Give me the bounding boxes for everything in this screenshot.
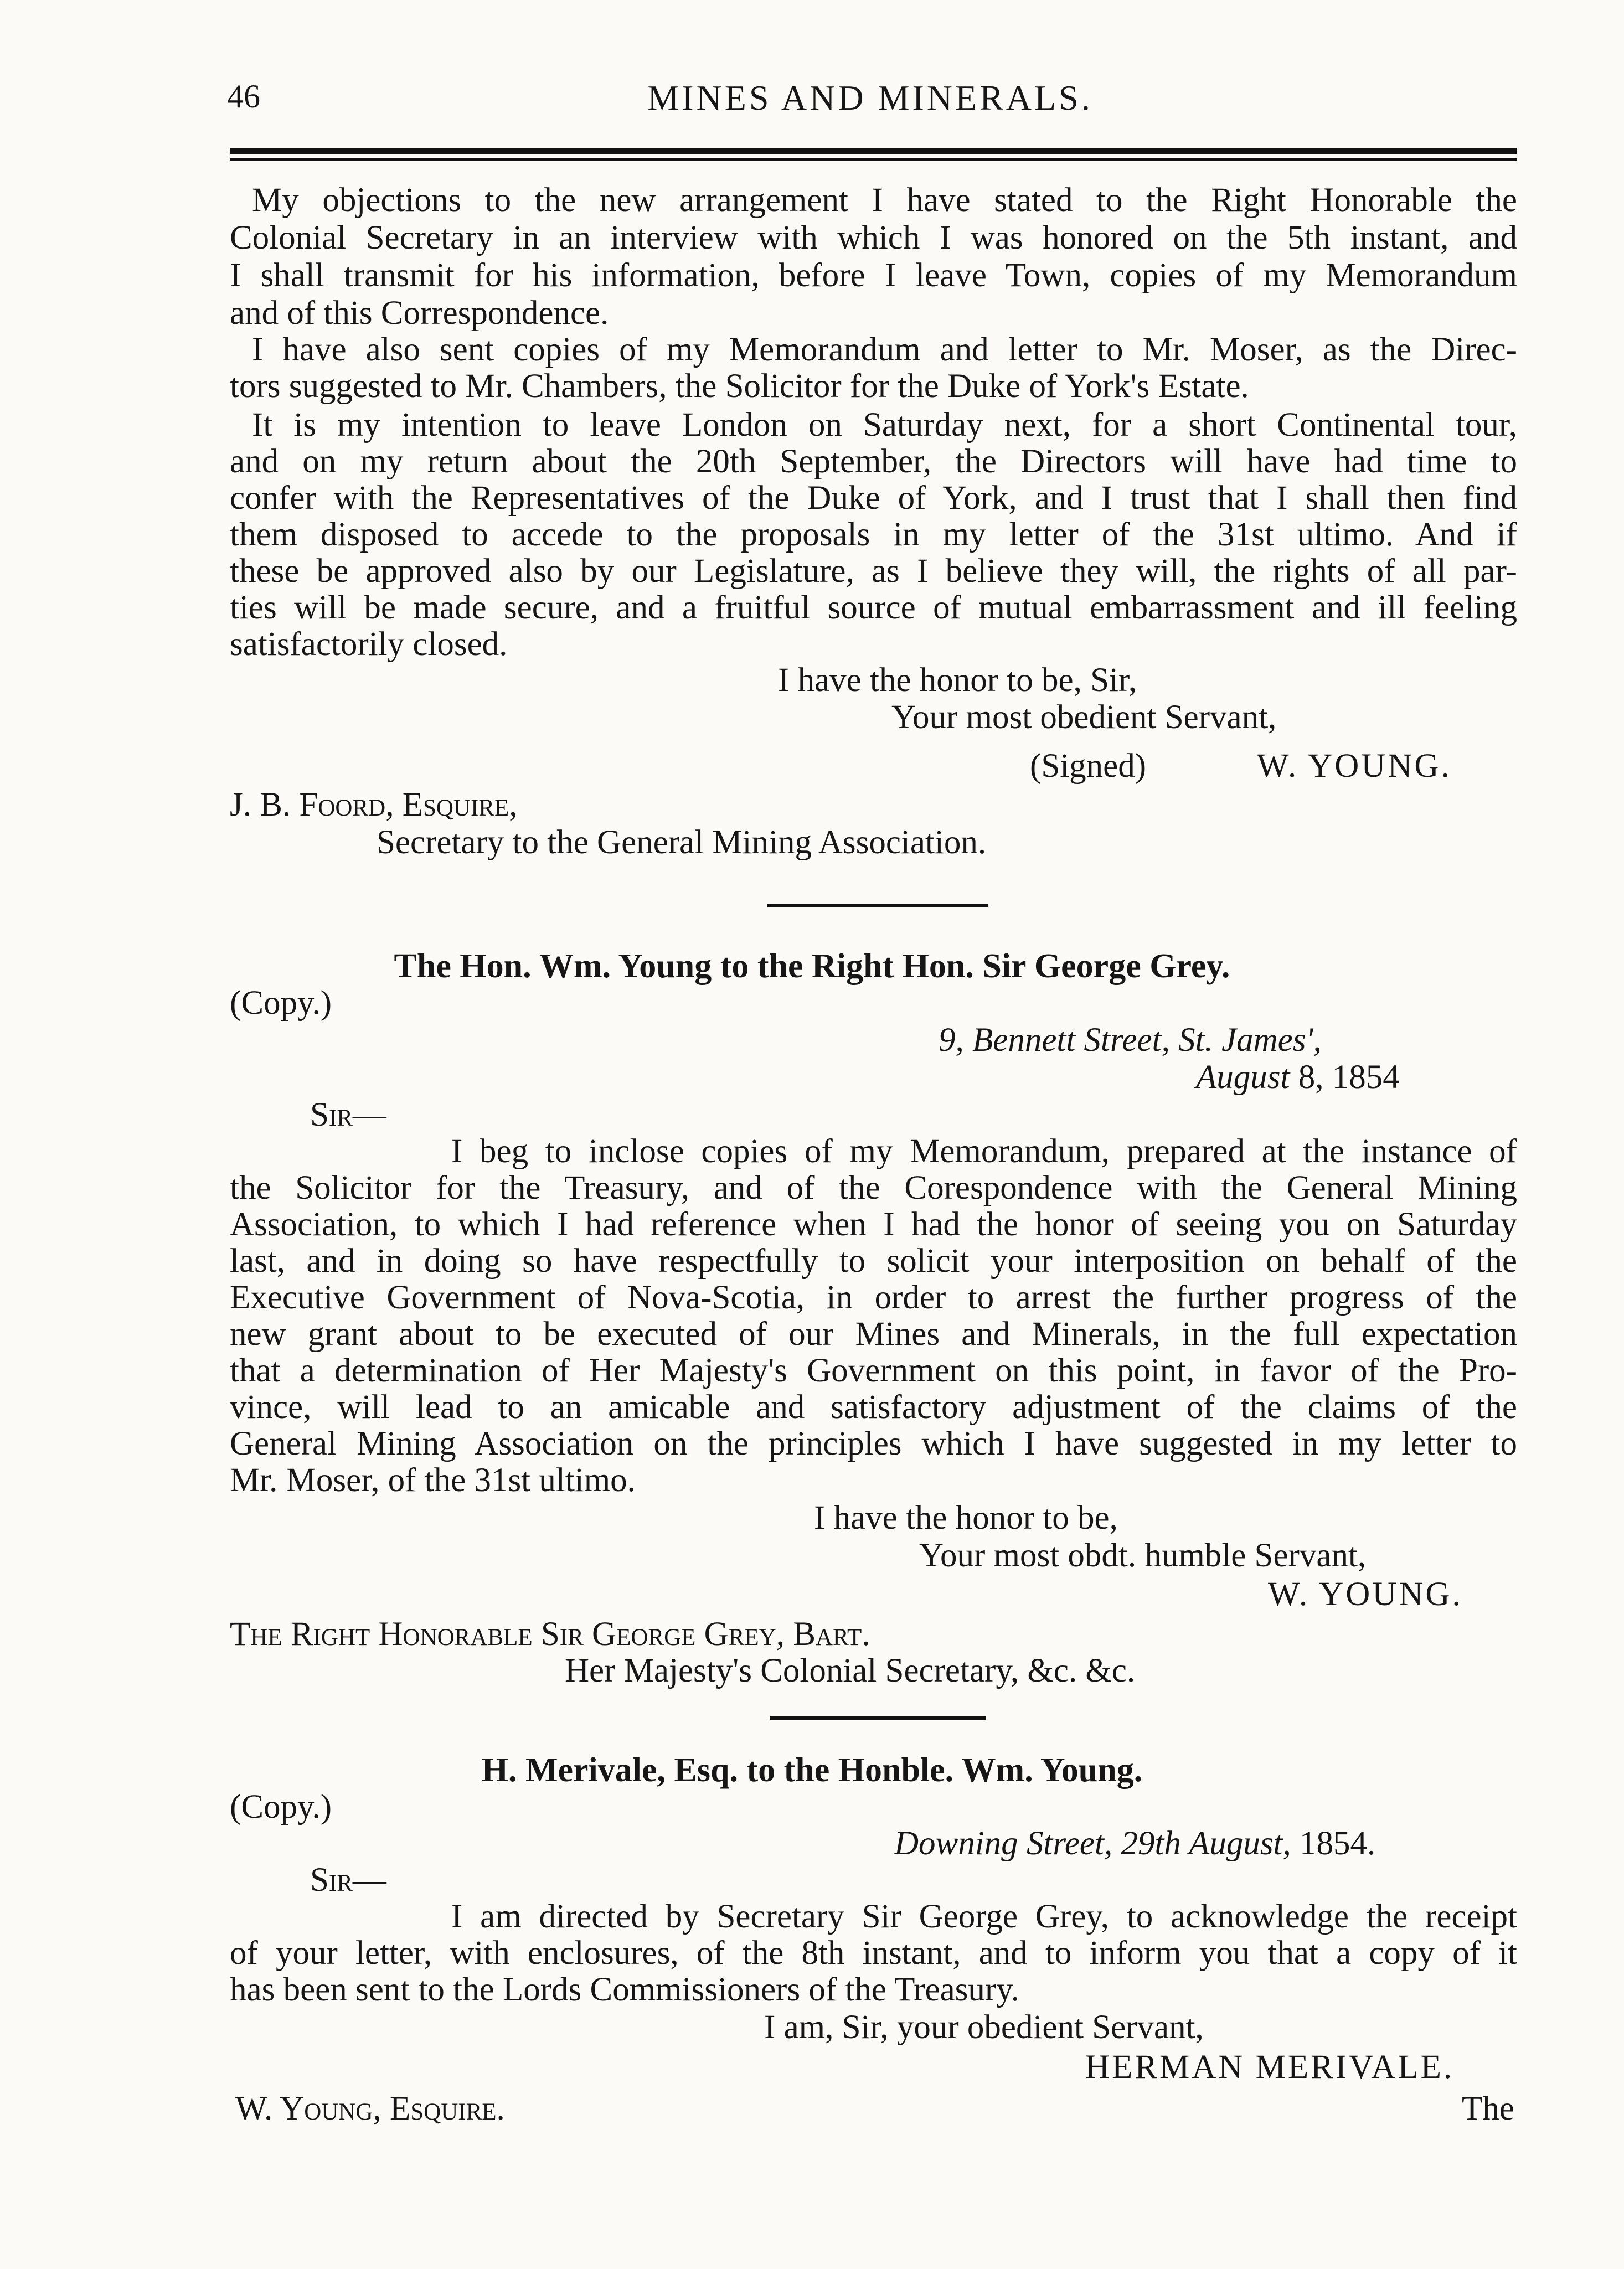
paragraph-line: vince, will lead to an amicable and satisfactory adjustment of the claims of the	[230, 1389, 1517, 1426]
running-title: MINES AND MINERALS.	[647, 78, 1093, 117]
paragraph-line: I shall transmit for his information, before I leave Town, copies of my Memorandum	[230, 257, 1517, 294]
closing-line: I am, Sir, your obedient Servant,	[764, 2009, 1204, 2046]
salutation: Sir—	[310, 1096, 386, 1133]
signature: HERMAN MERIVALE.	[1085, 2049, 1455, 2086]
paragraph-line: of your letter, with enclosures, of the 8th instant, and to inform you that a copy of it	[230, 1935, 1517, 1972]
paragraph-line: General Mining Association on the principles which I have suggested in my letter to	[230, 1425, 1517, 1462]
paragraph-line: tors suggested to Mr. Chambers, the Solicitor for the Duke of York's Estate.	[230, 368, 1249, 405]
paragraph-line: that a determination of Her Majesty's Government on this point, in favor of the Pro-	[230, 1352, 1517, 1389]
paragraph-line: the Solicitor for the Treasury, and of the Corespondence with the General Mining	[230, 1169, 1517, 1206]
letter-date	[1196, 1059, 1400, 1096]
closing-line: I have the honor to be,	[814, 1499, 1118, 1536]
header-rule-thick	[230, 148, 1517, 154]
closing-line: I have the honor to be, Sir,	[778, 662, 1137, 699]
copy-label: (Copy.)	[230, 1788, 332, 1825]
paragraph-line: I have also sent copies of my Memorandum and letter to Mr. Moser, as the Direc-	[252, 331, 1517, 368]
paragraph-line: Colonial Secretary in an interview with which I was honored on the 5th instant, and	[230, 219, 1517, 256]
page-header	[227, 78, 1513, 127]
paragraph-line: last, and in doing so have respectfully to solicit your interposition on behalf of the	[230, 1242, 1517, 1280]
header-rule-thin	[230, 158, 1517, 161]
paragraph-line: and of this Correspondence.	[230, 295, 609, 332]
date-month: August	[1196, 1059, 1290, 1096]
paragraph-line: Mr. Moser, of the 31st ultimo.	[230, 1462, 636, 1499]
paragraph-line: It is my intention to leave London on Saturday next, for a short Continental tour,	[252, 406, 1517, 444]
signed-label: (Signed)	[1030, 747, 1147, 785]
letter-heading: H. Merivale, Esq. to the Honble. Wm. Young.	[481, 1751, 1143, 1789]
closing-line: Your most obdt. humble Servant,	[919, 1537, 1367, 1574]
paragraph-line: confer with the Representatives of the Duke of York, and I trust that I shall then find	[230, 479, 1517, 517]
paragraph-line: and on my return about the 20th September, the Directors will have had time to	[230, 443, 1517, 480]
page-number: 46	[227, 78, 260, 115]
date-day-year: 8, 1854	[1298, 1059, 1400, 1096]
paragraph-line: Association, to which I had reference when I had the honor of seeing you on Saturday	[230, 1206, 1517, 1243]
paragraph-line: these be approved also by our Legislature, as I believe they will, the rights of all par-	[230, 553, 1517, 590]
copy-label: (Copy.)	[230, 984, 332, 1022]
section-divider	[767, 904, 988, 907]
signature: W. YOUNG.	[1257, 747, 1452, 785]
paragraph-line: them disposed to accede to the proposals in my letter of the 31st ultimo. And if	[230, 516, 1517, 553]
date-year: 1854.	[1300, 1825, 1376, 1862]
paragraph-line: has been sent to the Lords Commissioners of the Treasury.	[230, 1971, 1019, 2008]
paragraph-line: I beg to inclose copies of my Memorandum, prepared at the instance of	[451, 1133, 1517, 1170]
sender-address: 9, Bennett Street, St. James',	[939, 1022, 1322, 1059]
paragraph-line: Executive Government of Nova-Scotia, in order to arrest the further progress of the	[230, 1279, 1517, 1316]
catchword: The	[1462, 2090, 1514, 2127]
section-divider	[770, 1716, 986, 1720]
addressee-title: Her Majesty's Colonial Secretary, &c. &c.	[565, 1652, 1136, 1689]
paragraph-line: ties will be made secure, and a fruitful source of mutual embarrassment and ill feeling	[230, 589, 1517, 626]
paragraph-line: My objections to the new arrangement I have stated to the Right Honorable the	[252, 182, 1517, 219]
addressee-title: Secretary to the General Mining Association.	[377, 824, 987, 861]
addressee-name: The Right Honorable Sir George Grey, Bart.	[230, 1616, 870, 1653]
closing-line: Your most obedient Servant,	[891, 699, 1277, 736]
signature: W. YOUNG.	[1268, 1576, 1463, 1613]
paragraph-line: new grant about to be executed of our Mines and Minerals, in the full expectation	[230, 1316, 1517, 1353]
letter-date	[894, 1825, 1375, 1863]
letter-heading: The Hon. Wm. Young to the Right Hon. Sir George Grey.	[394, 947, 1230, 985]
paragraph-line: I am directed by Secretary Sir George Grey, to acknowledge the receipt	[451, 1898, 1517, 1935]
paragraph-line: satisfactorily closed.	[230, 626, 508, 663]
addressee-name: J. B. Foord, Esquire,	[230, 786, 518, 823]
salutation: Sir—	[310, 1861, 386, 1899]
addressee-name: W. Young, Esquire.	[235, 2090, 505, 2127]
date-place-day: Downing Street, 29th August,	[894, 1825, 1291, 1862]
